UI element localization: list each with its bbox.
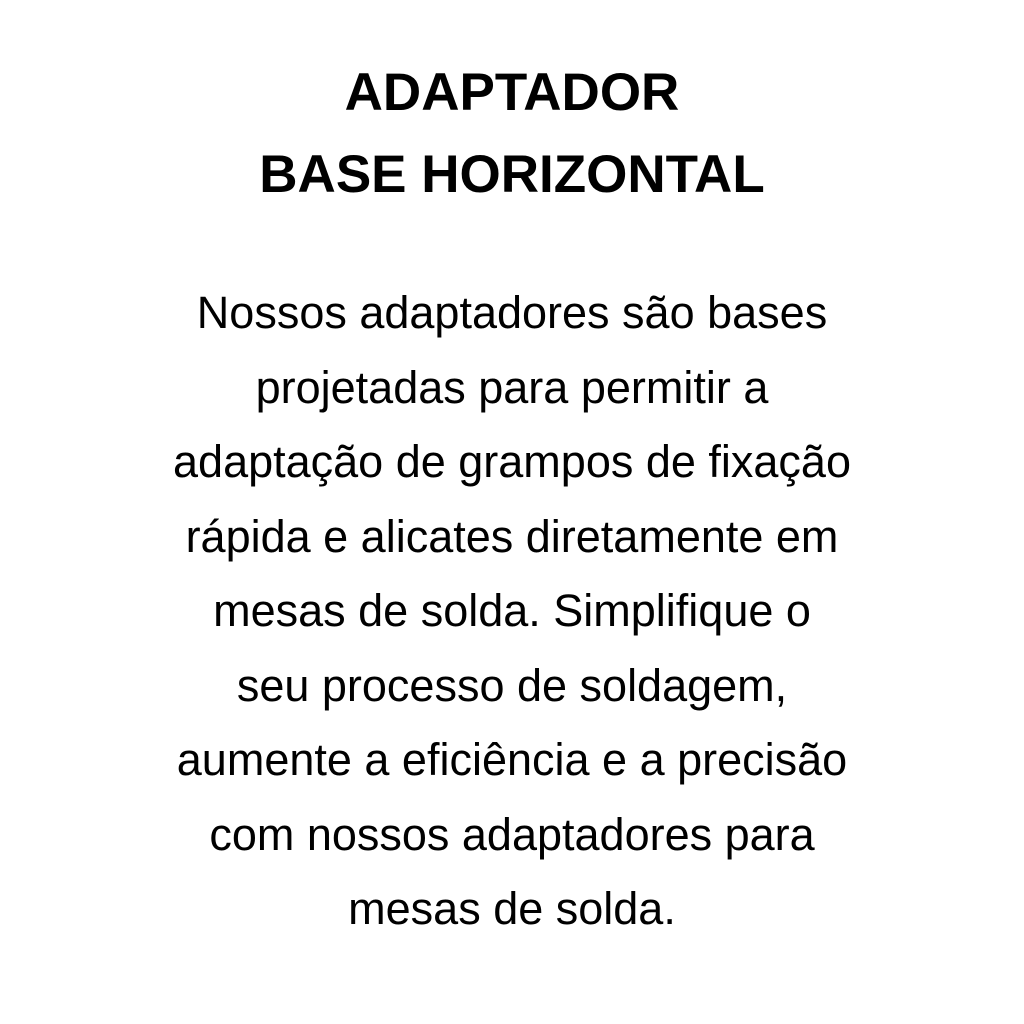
description-line: mesas de solda. Simplifique o <box>213 585 811 636</box>
description-line: adaptação de grampos de fixação <box>173 436 851 487</box>
description-line: seu processo de soldagem, <box>236 659 788 711</box>
page-title <box>0 52 1024 216</box>
description-line: Nossos adaptadores são bases <box>196 287 828 338</box>
description-line: aumente a eficiência e a precisão <box>176 734 848 785</box>
title-line-2: BASE HORIZONTAL <box>259 145 765 204</box>
description-line: mesas de solda. <box>348 883 676 934</box>
description-line: com nossos adaptadores para <box>209 808 815 860</box>
product-description <box>0 276 1024 947</box>
description-line: projetadas para permitir a <box>255 361 769 413</box>
description-line: rápida e alicates diretamente em <box>185 510 839 562</box>
title-line-1: ADAPTADOR <box>344 63 680 122</box>
